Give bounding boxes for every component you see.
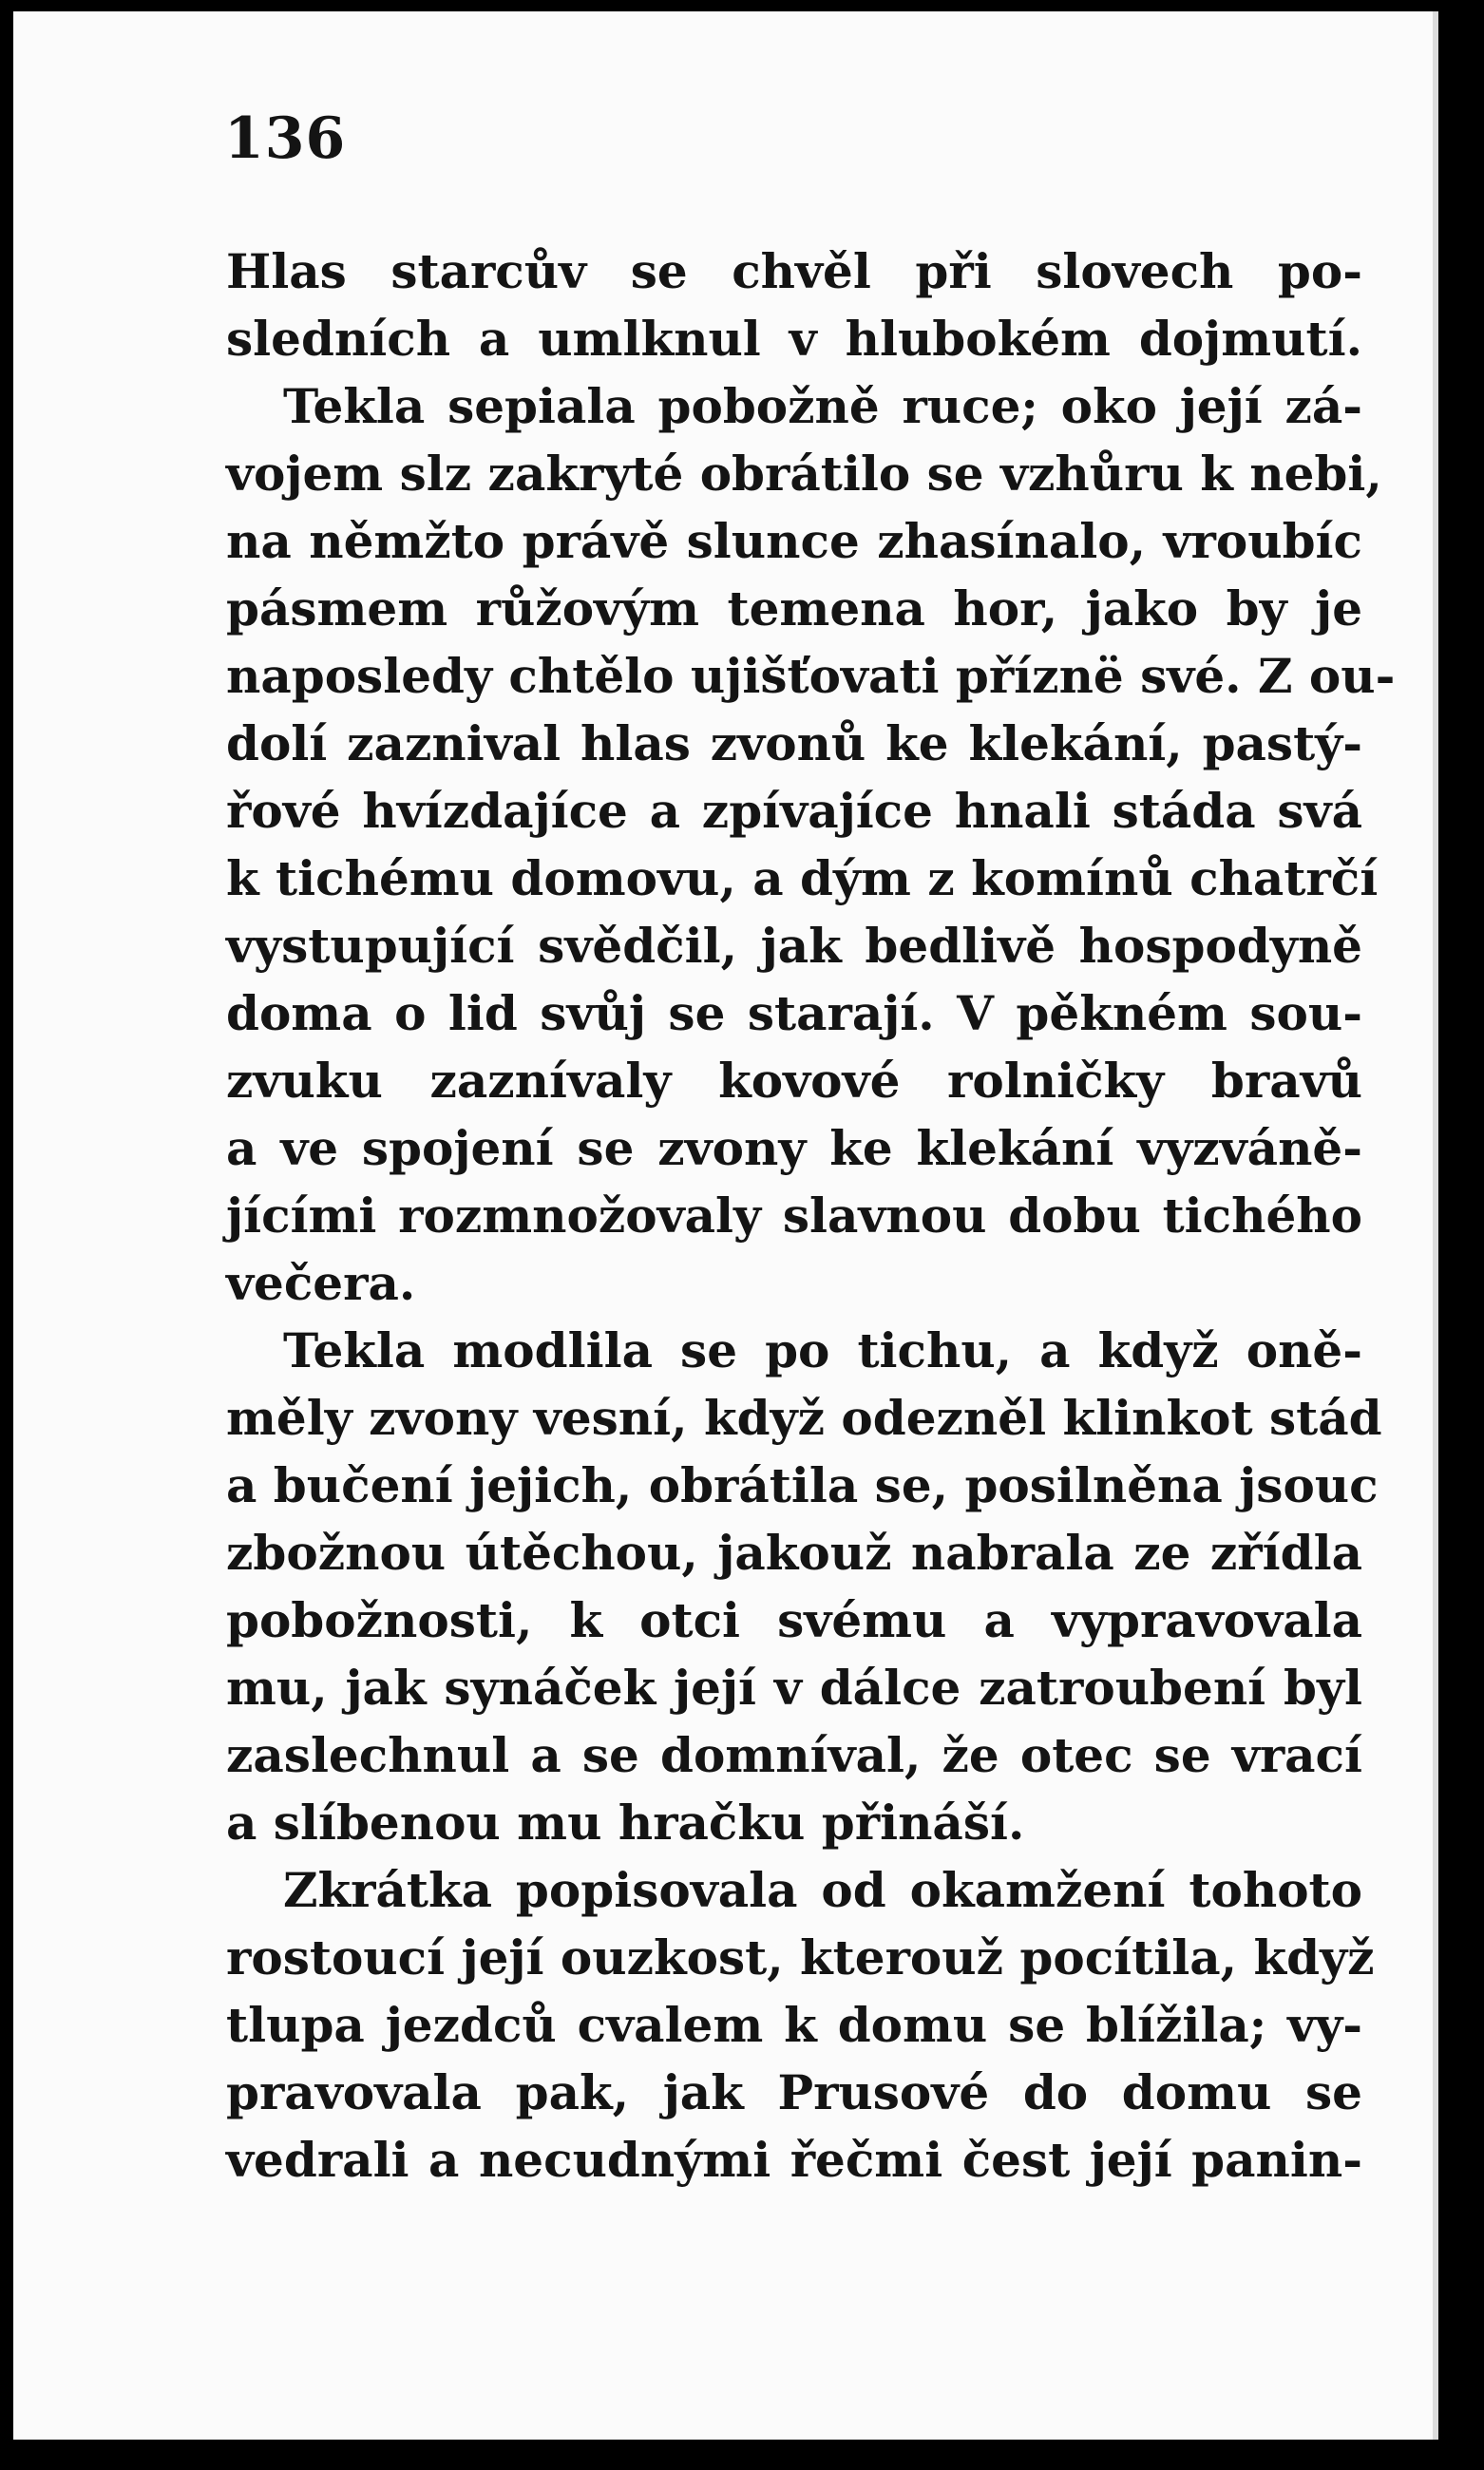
text-line: zbožnou útěchou, jakouž nabrala ze zřídla — [226, 1525, 1362, 1581]
text-line: a slíbenou mu hračku přináší. — [226, 1795, 1025, 1851]
text-line: rostoucí její ouzkost, kterouž pocítila, když — [226, 1929, 1375, 1986]
text-line: tlupa jezdců cvalem k domu se blížila; vy- — [226, 1997, 1362, 2053]
text-line: večera. — [226, 1255, 416, 1311]
text-line: vedrali a necudnými řečmi čest její panin- — [226, 2132, 1362, 2188]
text-line: Hlas starcův se chvěl při slovech po- — [226, 243, 1362, 299]
text-line: zvuku zaznívaly kovové rolničky bravů — [226, 1053, 1362, 1109]
page-text — [226, 238, 1396, 2194]
text-line: doma o lid svůj se starají. V pěkném sou- — [226, 985, 1362, 1041]
text-line: jícími rozmnožovaly slavnou dobu tichého — [226, 1188, 1362, 1244]
text-line: řové hvízdajíce a zpívajíce hnali stáda svá — [226, 783, 1362, 839]
text-line: Tekla sepiala pobožně ruce; oko její zá- — [283, 378, 1362, 434]
text-line: na němžto právě slunce zhasínalo, vroubíc — [226, 513, 1362, 569]
text-line: mu, jak synáček její v dálce zatroubení byl — [226, 1660, 1362, 1716]
text-line: měly zvony vesní, když odezněl klinkot stád — [226, 1390, 1382, 1446]
text-line: vystupující svědčil, jak bedlivě hospodyně — [226, 918, 1362, 974]
text-line: pravovala pak, jak Prusové do domu se — [226, 2064, 1362, 2120]
text-line: a ve spojení se zvony ke klekání vyzváně- — [226, 1120, 1362, 1176]
page-edge-shadow — [1433, 11, 1438, 2440]
text-line: zaslechnul a se domníval, že otec se vrací — [226, 1727, 1362, 1783]
text-line: pásmem růžovým temena hor, jako by je — [226, 580, 1362, 636]
text-line: dolí zaznival hlas zvonů ke klekání, pastý- — [226, 715, 1362, 771]
text-line: naposledy chtělo ujišťovati příznë své. Z ou- — [226, 648, 1396, 704]
text-line: sledních a umlknul v hlubokém dojmutí. — [226, 311, 1362, 367]
page-number: 136 — [224, 105, 347, 172]
book-page — [13, 11, 1438, 2440]
text-line: Tekla modlila se po tichu, a když oně- — [283, 1322, 1362, 1378]
text-line: vojem slz zakryté obrátilo se vzhůru k nebi, — [226, 446, 1382, 502]
text-line: k tichému domovu, a dým z komínů chatrčí — [226, 850, 1379, 906]
text-line: pobožnosti, k otci svému a vypravovala — [226, 1592, 1362, 1648]
text-line: Zkrátka popisovala od okamžení tohoto — [283, 1862, 1362, 1918]
text-line: a bučení jejich, obrátila se, posilněna jsouc — [226, 1457, 1379, 1513]
